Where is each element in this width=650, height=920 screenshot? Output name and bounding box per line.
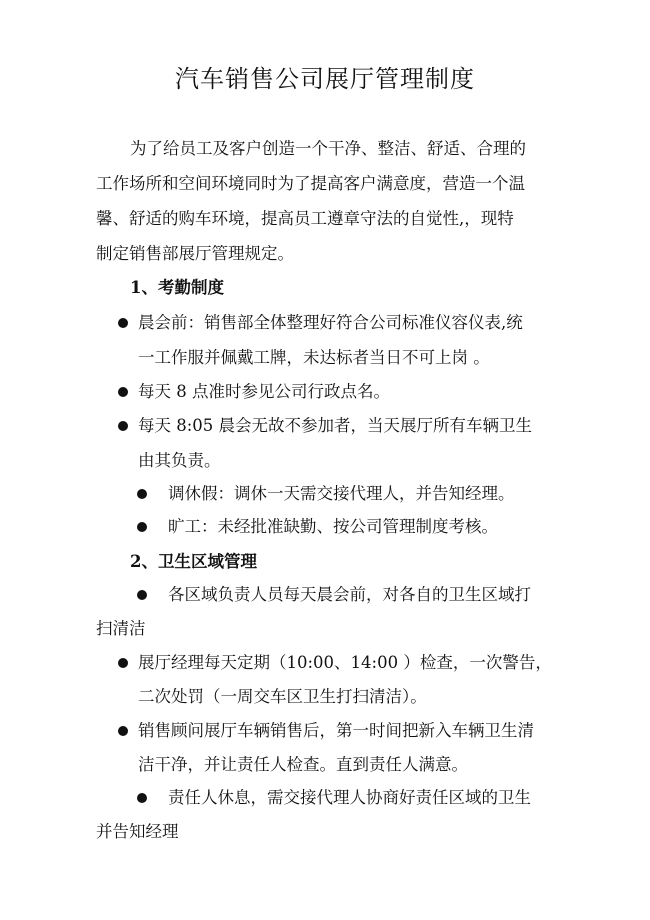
hygiene-item-2-line-1: 展厅经理每天定期（10:00、14:00 ）检查，一次警告， (138, 653, 552, 672)
bullet-icon (137, 793, 147, 803)
section-heading-attendance: 1、考勤制度 (130, 278, 224, 297)
hygiene-item-4-line-2: 并告知经理 (96, 822, 179, 841)
attendance-item-1-line-2: 一工作服并佩戴工牌，未达标者当日不可上岗 。 (138, 348, 490, 367)
attendance-item-5: 旷工：未经批准缺勤、按公司管理制度考核。 (168, 517, 498, 536)
intro-line-3: 馨、舒适的购车环境，提高员工遵章守法的自觉性,，现特 (96, 209, 514, 228)
bullet-icon (137, 590, 147, 600)
bullet-icon (118, 318, 128, 328)
bullet-icon (137, 522, 147, 532)
intro-line-4: 制定销售部展厅管理规定。 (96, 244, 294, 263)
hygiene-item-3-line-2: 洁干净，并让责任人检查。直到责任人满意。 (138, 755, 468, 774)
intro-line-2: 工作场所和空间环境同时为了提高客户满意度，营造一个温 (96, 174, 525, 193)
attendance-item-2: 每天 8 点准时参见公司行政点名。 (138, 382, 390, 401)
bullet-icon (118, 726, 128, 736)
intro-line-1: 为了给员工及客户创造一个干净、整洁、舒适、合理的 (130, 139, 526, 158)
hygiene-item-1-line-2: 扫清洁 (96, 619, 146, 638)
attendance-item-3-line-1: 每天 8:05 晨会无故不参加者，当天展厅所有车辆卫生 (138, 416, 533, 435)
attendance-item-1-line-1: 晨会前：销售部全体整理好符合公司标准仪容仪表,统 (138, 313, 523, 332)
hygiene-item-2-line-2: 二次处罚（一周交车区卫生打扫清洁）。 (138, 687, 427, 706)
bullet-icon (137, 489, 147, 499)
bullet-icon (118, 421, 128, 431)
bullet-icon (118, 658, 128, 668)
hygiene-item-4-line-1: 责任人休息，需交接代理人协商好责任区域的卫生 (168, 788, 531, 807)
hygiene-item-1-line-1: 各区域负责人员每天晨会前，对各自的卫生区域打 (168, 585, 531, 604)
section-heading-hygiene: 2、卫生区域管理 (130, 552, 257, 571)
document-title: 汽车销售公司展厅管理制度 (175, 65, 475, 93)
hygiene-item-3-line-1: 销售顾问展厅车辆销售后，第一时间把新入车辆卫生清 (138, 721, 534, 740)
attendance-item-4: 调休假：调休一天需交接代理人，并告知经理。 (168, 484, 515, 503)
attendance-item-3-line-2: 由其负责。 (138, 451, 221, 470)
bullet-icon (118, 387, 128, 397)
